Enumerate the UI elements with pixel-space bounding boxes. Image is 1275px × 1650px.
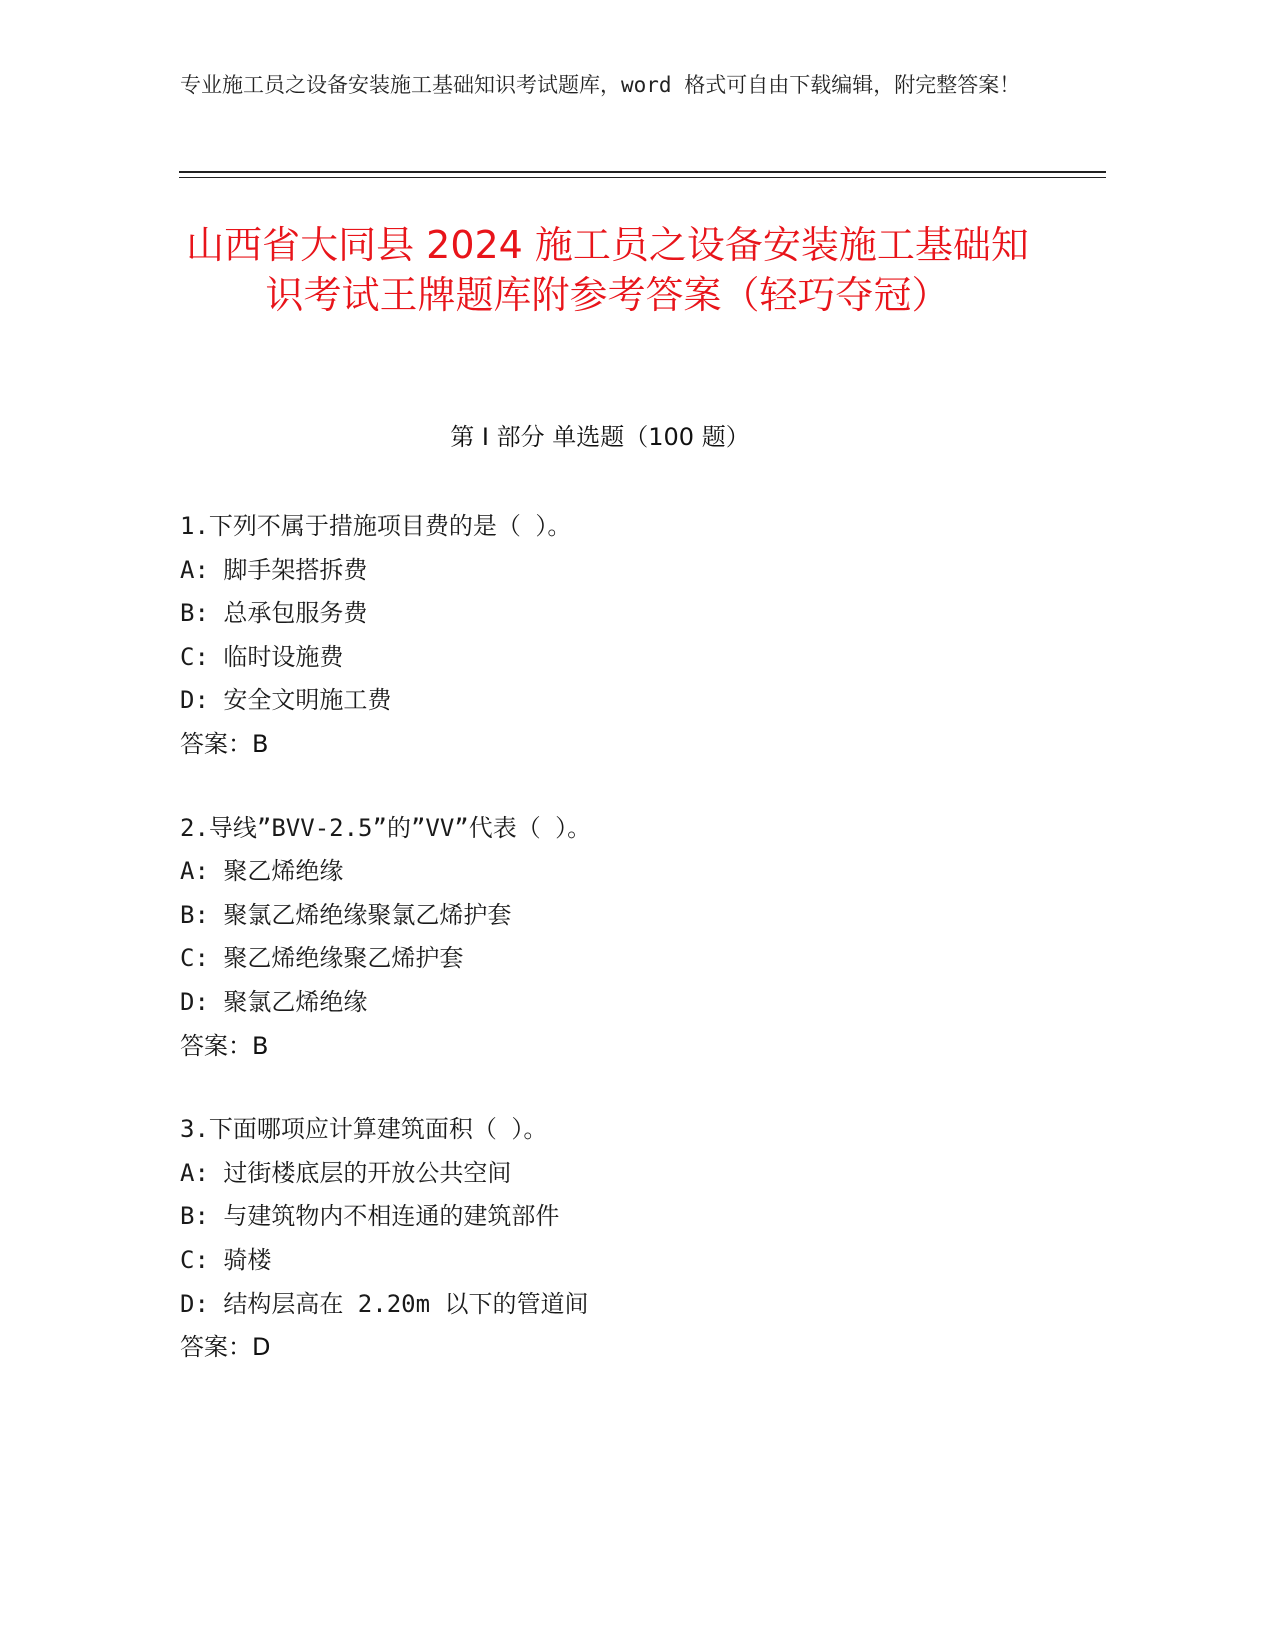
question-list [180, 505, 1080, 1410]
section-title: 第 I 部分 单选题（100 题） [450, 423, 750, 451]
question-item [180, 1108, 1080, 1370]
header-divider-thick [179, 171, 1106, 173]
answer-line: 答案：D [180, 1333, 271, 1362]
option-a: A: 脚手架搭拆费 [180, 555, 368, 584]
option-b: B: 与建筑物内不相连通的建筑部件 [180, 1202, 560, 1231]
question-item [180, 505, 1080, 767]
option-b: B: 聚氯乙烯绝缘聚氯乙烯护套 [180, 900, 512, 929]
option-d: D: 结构层高在 2.20m 以下的管道间 [180, 1289, 589, 1318]
header-divider-thin [179, 177, 1106, 178]
question-stem: 2.导线”BVV-2.5”的”VV”代表（ ）。 [180, 813, 592, 842]
option-c: C: 临时设施费 [180, 642, 344, 671]
option-b: B: 总承包服务费 [180, 599, 368, 628]
option-d: D: 安全文明施工费 [180, 686, 392, 715]
question-stem: 1.下列不属于措施项目费的是（ ）。 [180, 512, 572, 540]
option-a: A: 过街楼底层的开放公共空间 [180, 1158, 512, 1187]
answer-line: 答案：B [180, 729, 269, 758]
option-c: C: 骑楼 [180, 1245, 272, 1274]
option-a: A: 聚乙烯绝缘 [180, 857, 344, 886]
option-c: C: 聚乙烯绝缘聚乙烯护套 [180, 944, 464, 973]
question-item [180, 807, 1080, 1069]
question-stem: 3.下面哪项应计算建筑面积（ ）。 [180, 1115, 548, 1144]
option-d: D: 聚氯乙烯绝缘 [180, 987, 368, 1016]
answer-line: 答案：B [180, 1031, 269, 1060]
document-title: 山西省大同县 2024 施工员之设备安装施工基础知识考试王牌题库附参考答案（轻巧夺冠） [186, 223, 1029, 317]
document-header-note: 专业施工员之设备安装施工基础知识考试题库，word 格式可自由下载编辑，附完整答案！ [180, 73, 1021, 97]
